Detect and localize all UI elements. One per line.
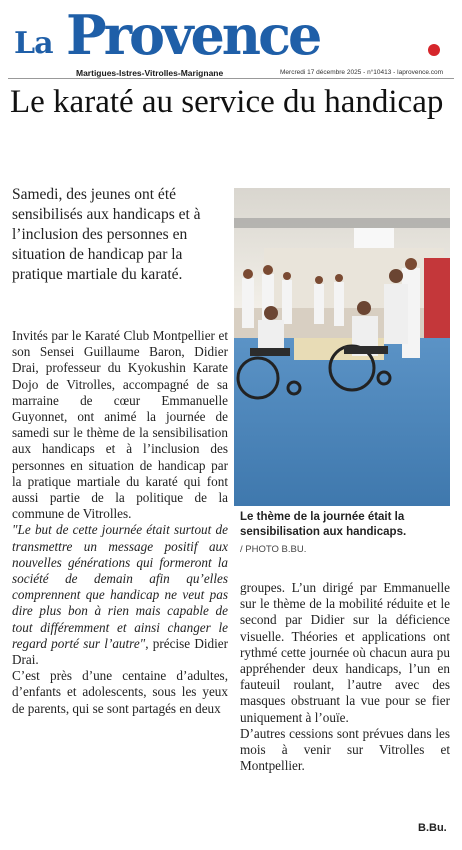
logo-dot-icon — [428, 44, 440, 56]
article-lede: Samedi, des jeunes ont été sensibilisés aux handicaps et à l’inclusion des personnes en situation de handicap par la pratique martiale du karaté. — [12, 186, 201, 283]
quote-attribution: , précise Didier Drai. — [12, 635, 229, 668]
article-photo — [234, 188, 450, 506]
photo-caption: Le thème de la journée était la sensibilisation aux handicaps. — [240, 511, 407, 538]
article-column-left — [12, 328, 228, 717]
logo-wordmark: Provence — [66, 3, 320, 67]
issue-date: Mercredi 17 décembre 2025 - n°10413 - laprovence.com — [280, 69, 444, 76]
paragraph-groups-start: C’est près d’une centaine d’adultes, d’enfants et adolescents, sous les yeux de parents, qui se sont partagés en deux — [12, 668, 228, 716]
author-signature: B.Bu. — [418, 822, 447, 834]
masthead — [8, 3, 454, 78]
edition-tagline: Martigues-Istres-Vitrolles-Marignane — [76, 68, 224, 78]
paragraph-intro: Invités par le Karaté Club Montpellier et son Sensei Guillaume Baron, Didier Drai, professeur du Kyokushin Karate Dojo de Vitrolles, accompagné de sa marraine de cœur Emmanuelle Guyonnet, ont animé la journée de samedi sur le thème de la sensibilisation aux handicaps et à l’inclusion des personnes en situation de handicap par la pratique martiale du karaté qui font aussi partie de la politique de la commune de Vitrolles. — [12, 328, 228, 522]
photo-credit: / PHOTO B.BU. — [240, 544, 307, 555]
paragraph-groups-cont: groupes. L’un dirigé par Emmanuelle sur le thème de la mobilité réduite et le second par Didier sur la déficience visuelle. Théories et applications ont rythmé cette journée où chacun aura pu appréhender deux handicaps, l’un en fauteuil roulant, l’autre avec des masques obstruant la vue pour se fier uniquement à l’ouïe. — [240, 580, 450, 725]
header-divider — [8, 78, 454, 79]
article-column-right — [240, 580, 450, 774]
paragraph-quote — [12, 522, 228, 668]
quote-text: "Le but de cette journée était surtout de transmettre un message positif aux nouvelles générations qui formeront la société de demain afin qu’elles comprennent que handicap ne veut pas dire plus bon à rien mais capable de tout différemment et ainsi changer le regard porté sur l’autre" — [12, 522, 228, 651]
karate-wheelchair-photo-illustration — [234, 188, 450, 506]
article-headline: Le karaté au service du handicap — [10, 84, 444, 120]
logo-prefix: La — [14, 26, 53, 61]
paragraph-closing: D’autres cessions sont prévues dans les mois à venir sur Vitrolles et Montpellier. — [240, 725, 450, 774]
